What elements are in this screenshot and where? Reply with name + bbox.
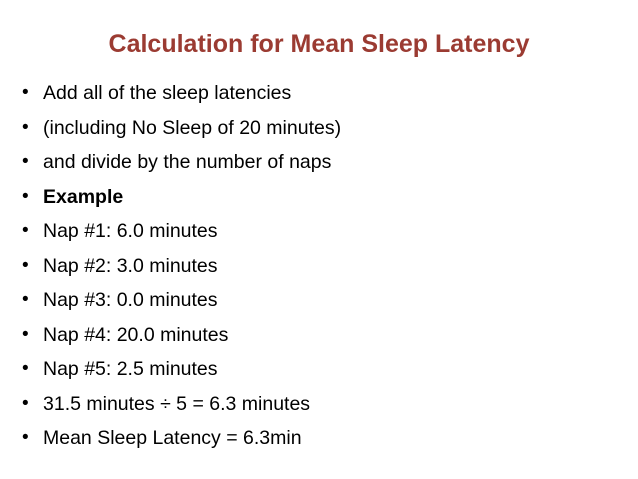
bullet-item xyxy=(22,148,622,183)
bullet-text: Nap #1: 6.0 minutes xyxy=(43,220,218,242)
bullet-icon: • xyxy=(22,185,29,207)
bullet-text: Nap #4: 20.0 minutes xyxy=(43,323,229,346)
bullet-text: Mean Sleep Latency = 6.3min xyxy=(43,427,302,449)
bullet-item xyxy=(22,183,622,218)
bullet-item xyxy=(22,390,622,425)
bullet-icon: • xyxy=(22,427,29,448)
bullet-item xyxy=(22,424,622,459)
bullet-icon: • xyxy=(22,323,29,345)
bullet-list xyxy=(22,79,622,459)
bullet-text: (including No Sleep of 20 minutes) xyxy=(43,116,342,139)
bullet-icon: • xyxy=(22,254,29,276)
bullet-text: Add all of the sleep latencies xyxy=(43,82,292,104)
bullet-icon: • xyxy=(22,220,29,241)
bullet-item xyxy=(22,217,622,252)
bullet-text: 31.5 minutes ÷ 5 = 6.3 minutes xyxy=(43,392,311,415)
bullet-text: Nap #5: 2.5 minutes xyxy=(43,358,218,380)
bullet-item xyxy=(22,252,622,287)
bullet-icon: • xyxy=(22,151,29,172)
bullet-text: Nap #2: 3.0 minutes xyxy=(43,254,218,277)
bullet-icon: • xyxy=(22,289,29,310)
bullet-icon: • xyxy=(22,392,29,414)
slide-title: Calculation for Mean Sleep Latency xyxy=(108,30,530,58)
bullet-text: and divide by the number of naps xyxy=(43,151,332,173)
bullet-item xyxy=(22,286,622,321)
bullet-item xyxy=(22,355,622,390)
bullet-item xyxy=(22,114,622,149)
bullet-text: Nap #3: 0.0 minutes xyxy=(43,289,218,311)
bullet-icon: • xyxy=(22,358,29,379)
bullet-icon: • xyxy=(22,82,29,103)
bullet-item xyxy=(22,79,622,114)
bullet-text: Example xyxy=(43,185,124,208)
bullet-item xyxy=(22,321,622,356)
bullet-icon: • xyxy=(22,116,29,138)
